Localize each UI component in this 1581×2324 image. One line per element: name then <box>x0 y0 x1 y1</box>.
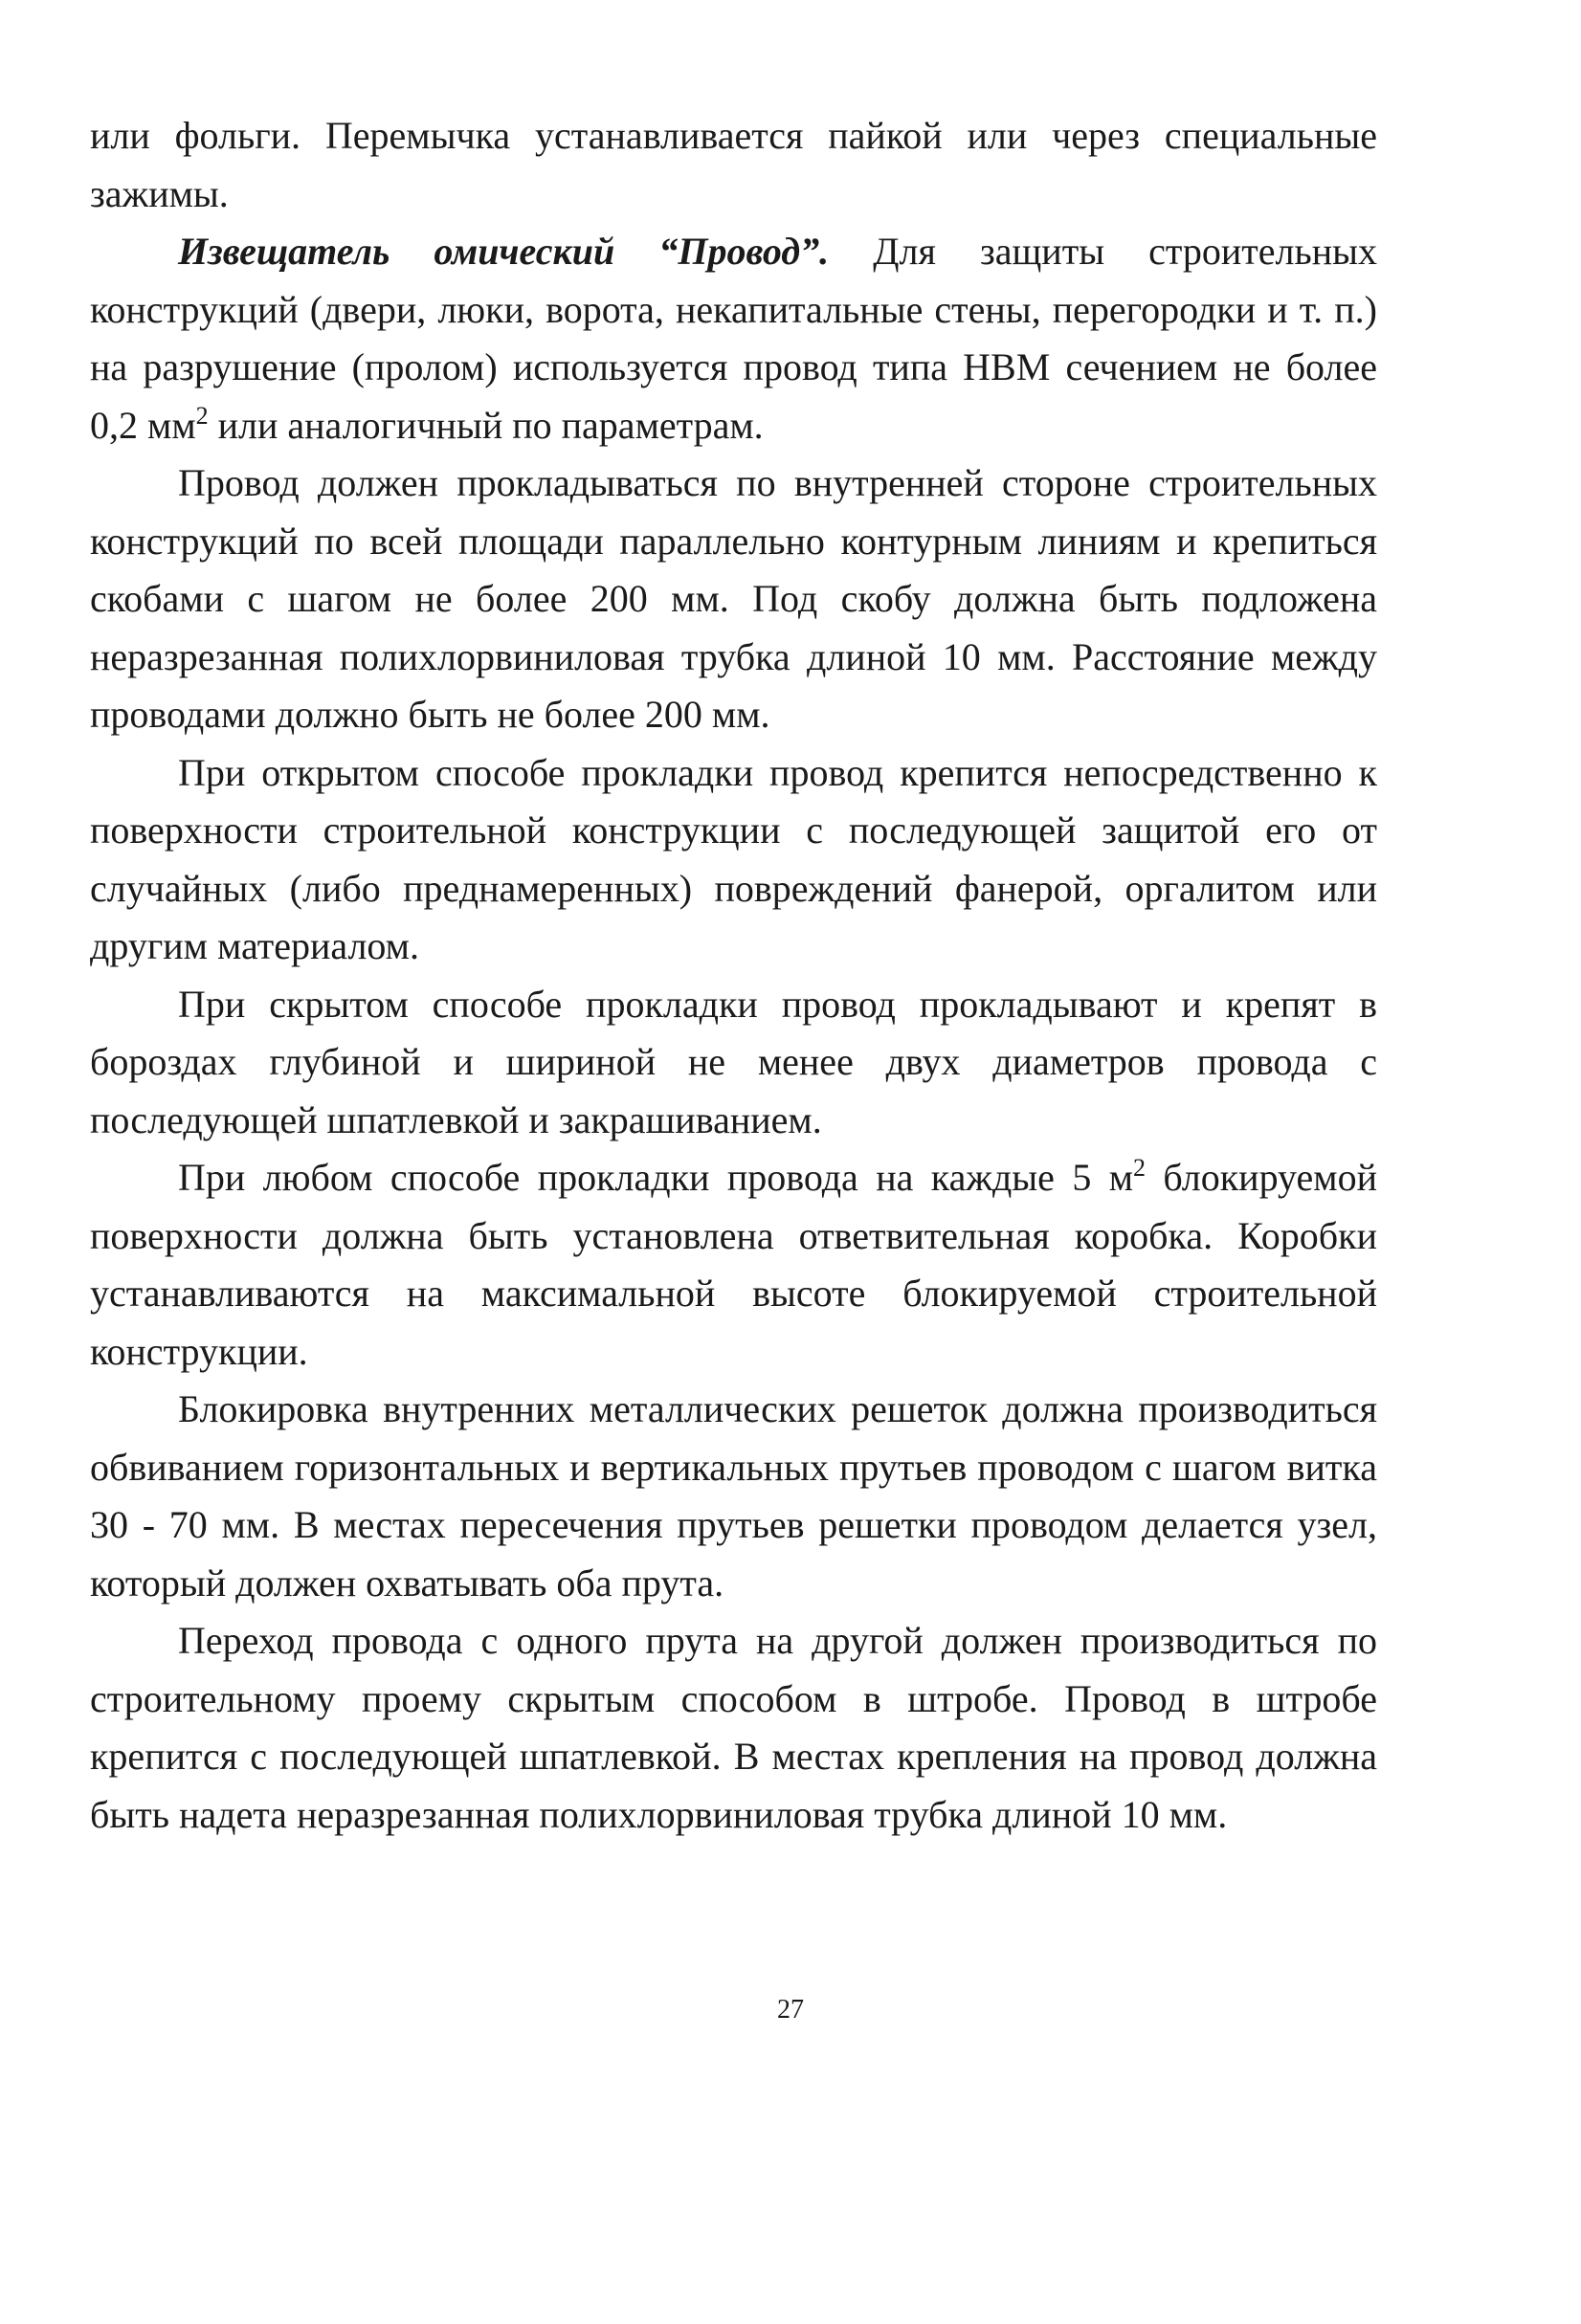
paragraph-text: блокируемой поверхности должна быть установлена ответвительная коробка. Коробки устанавливаются на максимальной высоте блокируемой строительной конструкции. <box>90 1156 1377 1373</box>
paragraph-text: Для защиты строительных конструкций (двери, люки, ворота, некапитальные стены, перегородки и т. п.) на разрушение (пролом) используется провод типа НВМ сечением не более 0,2 мм <box>90 230 1378 447</box>
paragraph-text: При любом способе прокладки провода на каждые 5 м <box>178 1156 1134 1199</box>
paragraph-text: При открытом способе прокладки провод крепится непосредственно к поверхности строительной конструкции с последующей защитой его от случайных (либо преднамеренных) повреждений фанерой, оргалитом или другим материалом. <box>90 750 1377 967</box>
paragraph-izveshchatel-provod <box>90 223 1377 454</box>
body-text <box>90 107 1377 1844</box>
paragraph-perekhod-provoda <box>90 1612 1377 1844</box>
paragraph-otvetvitelnaya-korobka <box>90 1149 1377 1381</box>
page-number: 27 <box>777 1995 804 2025</box>
superscript: 2 <box>195 401 209 430</box>
paragraph-blokirovka-reshetok <box>90 1381 1377 1612</box>
paragraph-text: Провод должен прокладываться по внутренней стороне строительных конструкций по всей площади параллельно контурным линиям и крепиться скобами с шагом не более 200 мм. Под скобу должна быть подложена неразрезанная полихлорвиниловая трубка длиной 10 мм. Расстояние между проводами должно быть не более 200 мм. <box>90 461 1377 736</box>
paragraph-prokladka <box>90 454 1377 744</box>
paragraph-skrytyi-sposob <box>90 976 1377 1150</box>
paragraph-text: При скрытом способе прокладки провод прокладывают и крепят в бороздах глубиной и шириной не менее двух диаметров провода с последующей шпатлевкой и закрашиванием. <box>90 982 1377 1141</box>
paragraph-text: Блокировка внутренних металлических решеток должна производиться обвиванием горизонтальных и вертикальных прутьев проводом с шагом витка 30 - 70 мм. В местах пересечения прутьев решетки проводом делается узел, который должен охватывать оба прута. <box>90 1387 1377 1605</box>
paragraph-text: Переход провода с одного прута на другой должен производиться по строительному проему скрытым способом в штробе. Провод в штробе крепится с последующей шпатлевкой. В местах крепления на провод должна быть надета неразрезанная полихлорвиниловая трубка длиной 10 мм. <box>90 1619 1377 1836</box>
superscript: 2 <box>1133 1154 1147 1182</box>
paragraph-otkrytyi-sposob <box>90 744 1377 976</box>
section-term: Извещатель омический “Провод”. <box>178 230 830 273</box>
paragraph-continuation <box>90 107 1377 223</box>
paragraph-text: или фольги. Перемычка устанавливается пайкой или через специальные зажимы. <box>90 114 1377 215</box>
paragraph-text: или аналогичный по параметрам. <box>208 403 764 447</box>
